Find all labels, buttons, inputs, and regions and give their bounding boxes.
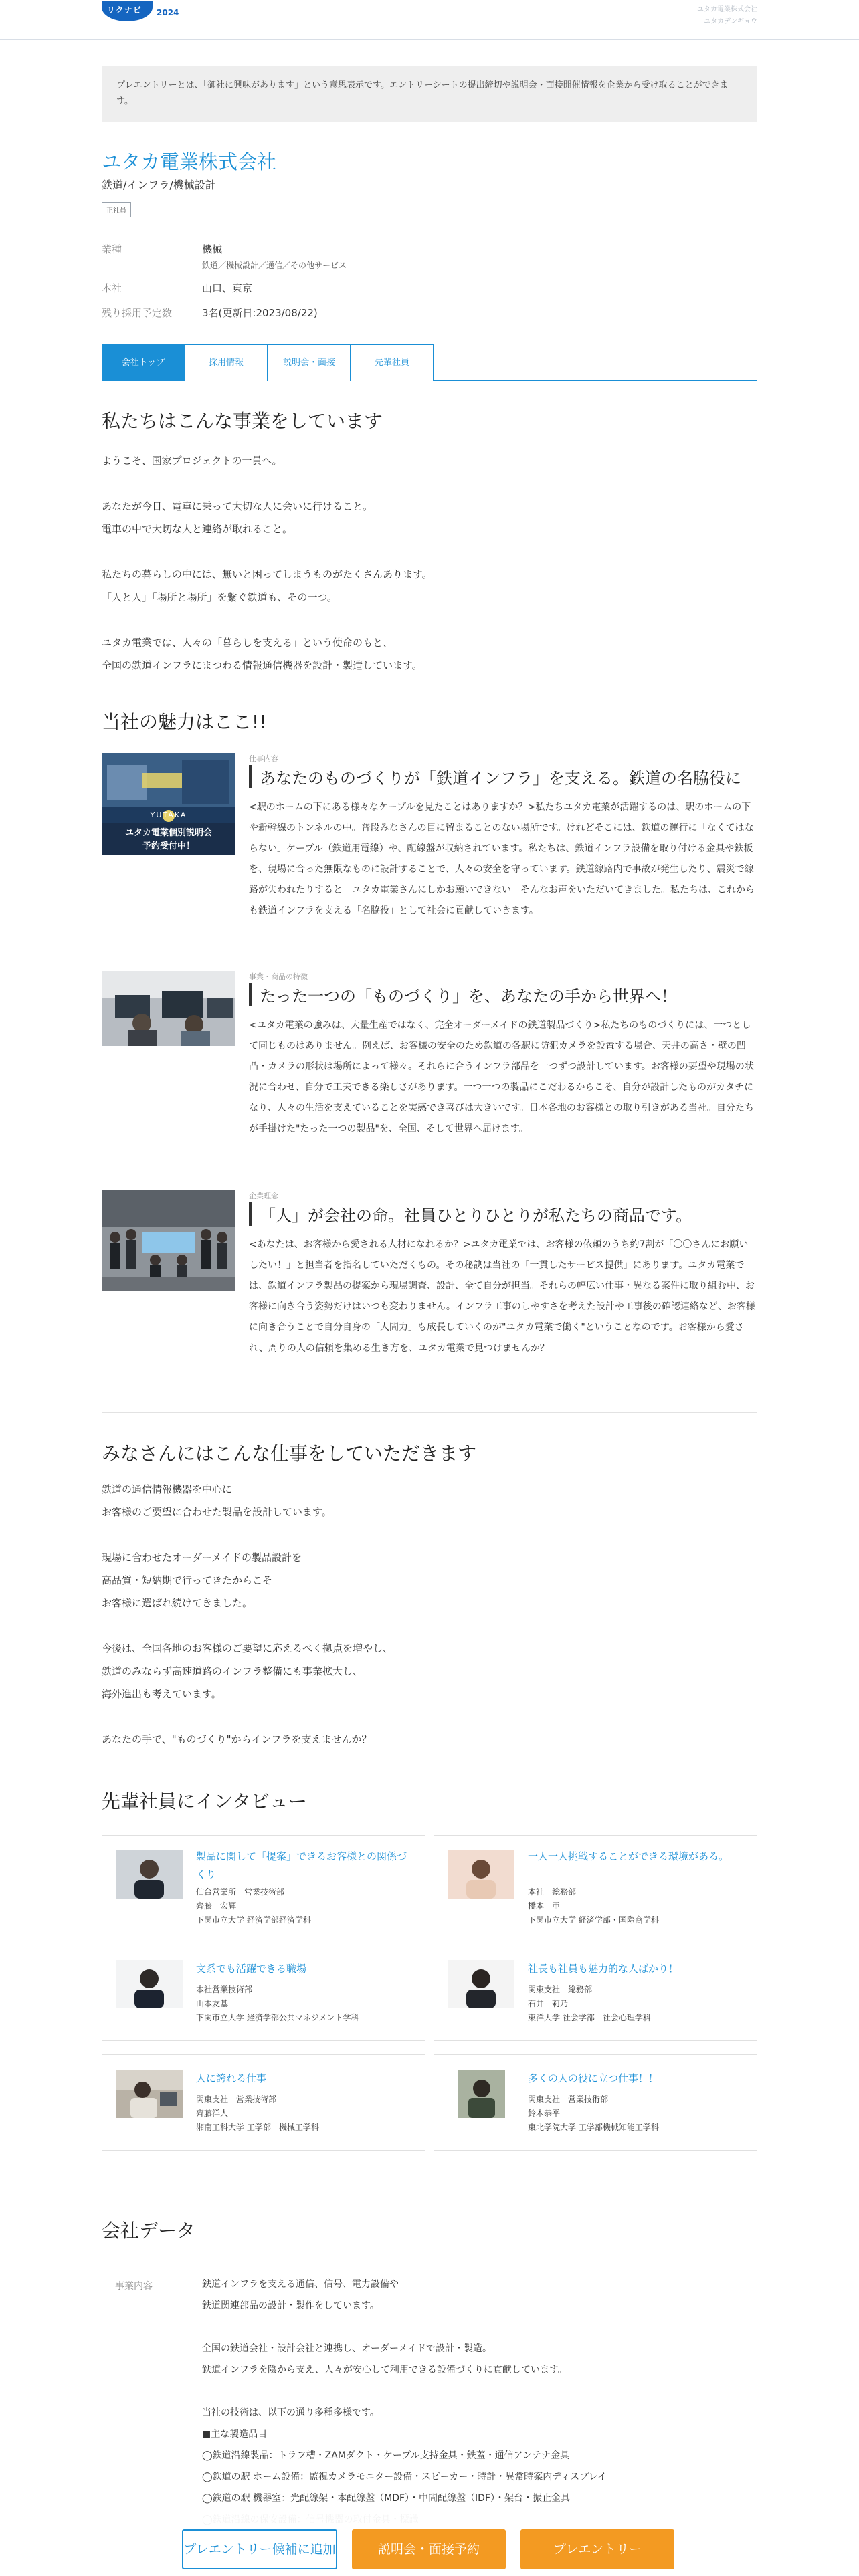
- banner-line1: ユタカ電業個別説明会: [124, 828, 212, 838]
- feature-text: <あなたは、お客様から愛される人材になれるか？>ユタカ電業では、お客様の依頼のうち約7割が「〇〇さんにお願いしたい！」と担当者を指名していただくもの。その秘訣は当社の「一貫したサービス提供」にあります。ユタカ電業では、鉄道インフラ製品の提案から現場調査、設計、全て自分が担当。それらの幅広い仕事・異なる案件に取り組む中、お客様に向き合う姿勢だけはいつも変わりません。インフラ工事のしやすさを考えた設計や工事後の確認連絡など、お客様に向き合うことで自分自身の「人間力」も成長していくのが"ユタカ電業で働く"ということなのです。お客様から愛され、周りの人の信頼を集める生き方を、ユタカ電業で見つけませんか？: [249, 1239, 755, 1354]
- info-label: 残り採用予定数: [102, 307, 173, 319]
- employee-photo: [458, 2070, 505, 2118]
- meta-line: 下関市立大学 経済学部経済学科: [196, 1915, 311, 1925]
- seminar-banner: [102, 753, 235, 855]
- interviews-title: 先輩社員にインタビュー: [102, 1790, 307, 1812]
- employee-photo: [116, 1960, 183, 2008]
- add-preentry-candidate-button[interactable]: プレエントリー候補に追加: [182, 2529, 337, 2569]
- meta-line: 関東支社 営業技術部: [528, 2095, 609, 2104]
- header-company-name: ユタカ電業株式会社: [697, 6, 757, 13]
- office-photo-image: [102, 971, 235, 1046]
- banner-line2: 予約受付中！: [142, 841, 195, 851]
- work-title: みなさんにはこんな仕事をしていただきます: [102, 1442, 477, 1465]
- interview-meta: [196, 1885, 417, 1927]
- company-tabs: [102, 344, 757, 381]
- logo-year: 2024: [157, 8, 179, 17]
- meta-line: 東北学院大学 工学部機械知能工学科: [528, 2123, 659, 2132]
- employment-badge: 正社員: [102, 202, 131, 217]
- meta-line: 仙台営業所 営業技術部: [196, 1887, 285, 1897]
- interview-meta: [528, 2092, 749, 2135]
- interview-meta: [528, 1983, 749, 2025]
- meta-line: 下関市立大学 経済学部公共マネジメント学科: [196, 2013, 359, 2022]
- interview-title[interactable]: 人に誇れる仕事: [196, 2072, 267, 2084]
- feature-category: 仕事内容: [249, 754, 278, 763]
- meta-line: 湘南工科大学 工学部 機械工学科: [196, 2123, 319, 2132]
- tab-seniors[interactable]: 先輩社員: [351, 344, 434, 381]
- seminar-reservation-button[interactable]: 説明会・面接予約: [352, 2529, 506, 2569]
- interview-title[interactable]: 社長も社員も魅力的な人ばかり！: [528, 1963, 679, 1975]
- info-value: 機械: [202, 243, 223, 255]
- meta-line: 東洋大学 社会学部 社会心理学科: [528, 2013, 651, 2022]
- feature-category: 企業理念: [249, 1192, 278, 1200]
- tab-seminar[interactable]: 説明会・面接: [268, 344, 351, 381]
- business-text: ようこそ、国家プロジェクトの一員へ。 あなたが今日、電車に乗って大切な人に会いに行けること。 電車の中で大切な人と連絡が取れること。 私たちの暮らしの中には、無いと困ってしまうものがたくさんあります。 「人と人」「場所と場所」を繋ぐ鉄道も、その一つ。 ユタカ電業では、人々の「暮らしを支える」という使命のもと、 全国の鉄道インフラにまつわる情報通信機器を設計・製造しています。: [102, 455, 432, 671]
- interview-card[interactable]: [102, 2054, 425, 2151]
- meta-line: 関東支社 営業技術部: [196, 2095, 277, 2104]
- interview-title[interactable]: 一人一人挑戦することができる環境がある。: [528, 1850, 729, 1862]
- info-label: 本社: [102, 282, 122, 294]
- info-value: 3名(更新日:2023/08/22): [202, 307, 318, 319]
- business-title: 私たちはこんな事業をしています: [102, 410, 383, 432]
- meta-line: 関東支社 総務部: [528, 1985, 593, 1994]
- interview-title[interactable]: 文系でも活躍できる職場: [196, 1963, 307, 1975]
- interview-title[interactable]: 多くの人の役に立つ仕事！！: [528, 2072, 659, 2084]
- interview-meta: [196, 1983, 417, 2025]
- meta-line: 山本友基: [196, 1999, 229, 2008]
- team-photo-image: [102, 1190, 235, 1291]
- meta-line: 下関市立大学 経済学部・国際商学科: [528, 1915, 659, 1925]
- interview-card[interactable]: [434, 2054, 757, 2151]
- preentry-notice: プレエントリーとは、「御社に興味があります」という意思表示です。エントリーシートの提出締切や説明会・面接開催情報を企業から受け取ることができます。: [102, 66, 757, 122]
- interview-meta: [528, 1885, 749, 1927]
- interview-card[interactable]: [102, 1835, 425, 1931]
- tab-company-top[interactable]: 会社トップ: [102, 344, 185, 381]
- feature-text: <ユタカ電業の強みは、大量生産ではなく、完全オーダーメイドの鉄道製品づくり>私たちのものづくりには、一つとして同じものはありません。例えば、お客様の安全のため鉄道の各駅に防犯カメラを設置する場合、天井の高さ・壁の凹凸・カメラの形状は場所によって様々。それらに合うインフラ部品を一つずつ設計しています。お客様の要望や現場の状況に合わせ、自分で工夫できる楽しさがあります。一つ一つの製品にこだわるからこそ、自分が設計したものがカタチになり、人々の生活を支えていることを実感でき喜びは大きいです。日本各地のお客様との取り引きがある当社。自分たちが手掛けた"たった一つの製品"を、全国、そして世界へ届けます。: [249, 1020, 754, 1134]
- rikunabi-logo[interactable]: [102, 1, 202, 21]
- company-data-text: 鉄道インフラを支える通信、信号、電力設備や 鉄道関連部品の設計・製作をしています。 全国の鉄道会社・設計会社と連携し、オーダーメイドで設計・製造。 鉄道インフラを陰から支え、人々が安心して利用できる設備づくりに貢献しています。 当社の技術は、以下の通り多種多様です。 ■主な製造品目 ◯鉄道沿線製品：トラフ槽・ZAMダクト・ケーブル支持金具・鉄蓋・通信アンテナ金具 ◯鉄道の駅 ホーム設備：監視カメラモニター設備・スピーカー・時計・異常時案内ディスプレイ ◯鉄道の駅 機器室：光配線架・本配線盤（MDF）・中間配線盤（IDF）・架台・振止金具: [202, 2279, 607, 2504]
- site-header: [0, 0, 859, 40]
- feature-category: 事業・商品の特徴: [249, 972, 308, 981]
- interview-card[interactable]: [102, 1945, 425, 2041]
- interview-card[interactable]: [434, 1945, 757, 2041]
- meta-line: 齊藤洋人: [196, 2109, 229, 2118]
- logo-text: リクナビ: [107, 5, 142, 15]
- preentry-button[interactable]: プレエントリー: [520, 2529, 674, 2569]
- team-photo: [102, 1190, 235, 1291]
- employee-photo: [448, 1960, 514, 2008]
- info-label: 業種: [102, 243, 122, 255]
- info-sub: 鉄道／機械設計／通信／その他サービス: [202, 261, 347, 270]
- tab-recruitment[interactable]: 採用情報: [185, 344, 268, 381]
- meta-line: 齊藤 宏輝: [196, 1901, 237, 1911]
- info-value: 山口、東京: [202, 282, 253, 294]
- interview-meta: [196, 2092, 417, 2135]
- feature-text: <駅のホームの下にある様々なケーブルを見たことはありますか？>私たちユタカ電業が活躍するのは、駅のホームの下や新幹線のトンネルの中。普段みなさんの目に留まることのない場所です。けれどそこには、鉄道の運行に「なくてはならない」ケーブル（鉄道用電線）や、配線盤が収納されています。私たちは、鉄道インフラ設備を取り付ける金具や鉄板を、現場に合った無限なものに設計することで、人々の安全を守っています。鉄道線路内で事故が発生したり、震災で線路が失われたりすると「ユタカ電業さんにしかお願いできない」そんなお声をいただいてきました。私たちは、これからも鉄道インフラを支える「名脇役」として社会に貢献していきます。: [249, 802, 755, 916]
- sticky-action-bar: [0, 2514, 859, 2576]
- header-company-kana: ユタカデンギョウ: [704, 18, 757, 25]
- meta-line: 鈴木恭平: [528, 2109, 561, 2118]
- feature-title: あなたのものづくりが「鉄道インフラ」を支える。鉄道の名脇役に: [249, 765, 757, 788]
- employee-photo: [116, 2070, 183, 2118]
- banner-small-text: YUTAKA: [150, 811, 187, 819]
- interview-card[interactable]: [434, 1835, 757, 1931]
- divider: [102, 1412, 757, 1413]
- company-industry: 鉄道/インフラ/機械設計: [102, 179, 216, 191]
- feature-title: たった一つの「ものづくり」を、あなたの手から世界へ！: [249, 983, 757, 1006]
- appeal-title: 当社の魅力はここ!!: [102, 711, 267, 733]
- company-name: ユタカ電業株式会社: [102, 150, 277, 173]
- interview-title[interactable]: 製品に関して「提案」できるお客様との関係づくり: [196, 1850, 407, 1881]
- office-photo: [102, 971, 235, 1046]
- meta-line: 石井 莉乃: [528, 1999, 569, 2008]
- company-data-label: 事業内容: [115, 2281, 153, 2292]
- meta-line: 橋本 亜: [528, 1901, 561, 1911]
- meta-line: 本社 総務部: [528, 1887, 577, 1897]
- header-company: [697, 4, 757, 28]
- employee-photo: [448, 1850, 514, 1899]
- company-data-title: 会社データ: [102, 2220, 196, 2242]
- employee-photo: [116, 1850, 183, 1899]
- meta-line: 本社営業技術部: [196, 1985, 253, 1994]
- feature-title: 「人」が会社の命。社員ひとりひとりが私たちの商品です。: [249, 1202, 757, 1226]
- work-text: 鉄道の通信情報機器を中心に お客様のご要望に合わせた製品を設計しています。 現場に合わせたオーダーメイドの製品設計を 高品質・短納期で行ってきたからこそ お客様に選ばれ続けてきました。 今後は、全国各地のお客様のご要望に応えるべく拠点を増やし、 鉄道のみならず高速道路のインフラ整備にも事業拡大し、 海外進出も考えています。 あなたの手で、"ものづくり"からインフラを支えませんか？: [102, 1483, 393, 1745]
